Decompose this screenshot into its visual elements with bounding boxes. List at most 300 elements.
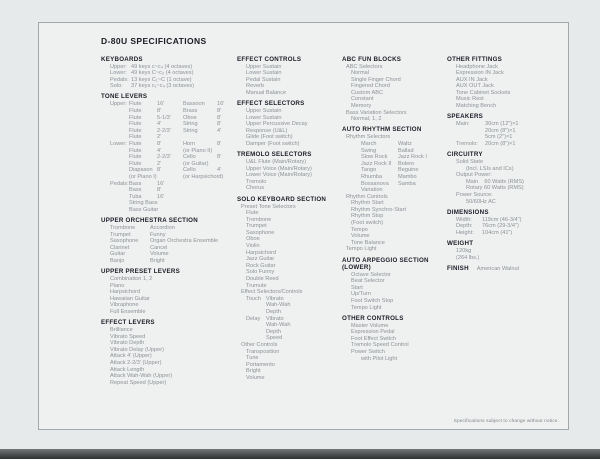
spec-line: Foot Switch Stop bbox=[351, 297, 394, 304]
spec-value: Flute bbox=[129, 101, 142, 108]
spec-value: 4' bbox=[217, 127, 222, 134]
spec-line: Trumpet bbox=[246, 223, 267, 230]
spec-section bbox=[342, 315, 445, 363]
page-title: D-80U SPECIFICATIONS bbox=[101, 36, 207, 46]
page-edge-shadow bbox=[0, 449, 600, 459]
spec-value: String bbox=[183, 127, 198, 134]
spec-label bbox=[456, 128, 485, 135]
spec-value: Flute bbox=[129, 140, 142, 147]
spec-label: Trumpet bbox=[110, 231, 131, 238]
spec-value: 16' bbox=[217, 101, 225, 108]
spec-label bbox=[110, 134, 129, 141]
spec-value: Bass bbox=[129, 180, 142, 187]
spec-value bbox=[158, 200, 184, 207]
spec-label: Delay bbox=[246, 315, 261, 322]
spec-line: Jazz Guitar bbox=[246, 256, 275, 263]
spec-label: Jazz Rock II bbox=[361, 160, 392, 167]
section-inline-value: American Walnut bbox=[476, 265, 520, 272]
spec-value: 2-2/3' bbox=[157, 154, 171, 161]
spec-line: Tremolo bbox=[246, 178, 267, 185]
spec-line: Bass Variation Selectors bbox=[346, 109, 407, 116]
spec-value: Waltz bbox=[398, 140, 412, 147]
spec-label: Width: bbox=[456, 216, 472, 223]
spec-label bbox=[110, 174, 129, 181]
spec-line: Flute bbox=[246, 210, 259, 217]
spec-label: March bbox=[361, 140, 377, 147]
spec-value: Funny bbox=[150, 231, 166, 238]
section-heading: CIRCUITRY bbox=[447, 151, 483, 159]
spec-pair-row bbox=[101, 70, 237, 77]
section-heading: SPEAKERS bbox=[447, 113, 484, 121]
spec-value bbox=[217, 161, 237, 168]
section-heading: UPPER PRESET LEVERS bbox=[101, 268, 181, 276]
spec-lever-row bbox=[101, 187, 237, 194]
spec-line: Upper Sustain bbox=[246, 63, 282, 70]
spec-line: Up/Turn bbox=[351, 291, 371, 298]
spec-lever-row bbox=[101, 174, 237, 181]
spec-lever-row bbox=[101, 101, 237, 108]
spec-line: Attack Length bbox=[110, 366, 145, 373]
spec-line: (Incl. LSIs and ICs) bbox=[466, 165, 514, 172]
spec-line: Tone Balance bbox=[351, 239, 385, 246]
spec-value: 104cm (41") bbox=[482, 229, 513, 236]
spec-pair-row bbox=[447, 134, 565, 141]
spec-pair-row bbox=[101, 258, 237, 265]
spec-line: U&L Flute (Main/Rotary) bbox=[246, 159, 307, 166]
spec-column-4 bbox=[447, 52, 565, 274]
spec-value bbox=[184, 200, 218, 207]
spec-value bbox=[217, 187, 237, 194]
spec-line: Combination 1, 2 bbox=[110, 276, 153, 283]
spec-lever-row bbox=[101, 194, 237, 201]
spec-line: Saxophone bbox=[246, 229, 275, 236]
spec-line: Output Power: bbox=[456, 172, 492, 179]
spec-label: Bossanova bbox=[361, 180, 389, 187]
spec-value: String bbox=[183, 121, 198, 128]
spec-line: Octave Selector bbox=[351, 271, 391, 278]
spec-section bbox=[447, 56, 565, 110]
spec-pair-row bbox=[101, 83, 237, 90]
spec-value: Wah-Wah bbox=[266, 302, 291, 309]
spec-lever-row bbox=[101, 181, 237, 188]
spec-value: 8' bbox=[217, 121, 222, 128]
spec-value bbox=[218, 200, 237, 207]
section-heading: DIMENSIONS bbox=[447, 208, 489, 216]
spec-value bbox=[183, 187, 217, 194]
spec-value: Volume bbox=[150, 251, 169, 258]
spec-pair-row bbox=[342, 148, 445, 155]
spec-value: Cello bbox=[183, 167, 196, 174]
spec-value: (or Piano II) bbox=[183, 147, 213, 154]
spec-line: Power Source: bbox=[456, 192, 493, 198]
spec-value: Flute bbox=[129, 134, 142, 141]
spec-value: 4' bbox=[157, 121, 162, 128]
section-heading: UPPER ORCHESTRA SECTION bbox=[101, 216, 198, 224]
spec-value: Flute bbox=[129, 121, 142, 128]
spec-label bbox=[110, 154, 129, 161]
spec-pair-row bbox=[101, 245, 237, 252]
spec-line: Volume bbox=[351, 233, 370, 240]
spec-line: Rock Guitar bbox=[246, 262, 276, 269]
spec-line: Other Controls bbox=[241, 341, 278, 348]
spec-value: Speed bbox=[266, 335, 283, 342]
spec-line: Custom ABC bbox=[351, 89, 384, 96]
spec-label: Rhumba bbox=[361, 173, 383, 180]
spec-pair-row bbox=[237, 309, 340, 316]
spec-value: Flute bbox=[129, 147, 142, 154]
spec-value bbox=[158, 207, 184, 214]
spec-section bbox=[342, 126, 445, 253]
spec-pair-row bbox=[447, 230, 565, 237]
spec-value: 2' bbox=[157, 160, 162, 167]
spec-line: Rhythm Stop bbox=[351, 213, 384, 220]
spec-pair-row bbox=[342, 167, 445, 174]
spec-line: Harpsichord bbox=[110, 289, 141, 296]
spec-value: Flute bbox=[129, 160, 142, 167]
spec-line: Vibrato Depth bbox=[110, 340, 145, 347]
spec-pair-row bbox=[342, 187, 445, 194]
spec-value bbox=[217, 194, 237, 201]
spec-pair-row bbox=[342, 181, 445, 188]
spec-line: Attack 2-2/3' (Upper) bbox=[110, 360, 162, 367]
spec-label: Height: bbox=[456, 229, 474, 236]
spec-value: Ballad bbox=[398, 147, 414, 154]
spec-pair-row bbox=[447, 141, 565, 148]
spec-value: Depth bbox=[266, 309, 281, 315]
spec-pair-row bbox=[237, 302, 340, 309]
spec-pair-row bbox=[101, 232, 237, 239]
spec-pair-row bbox=[342, 154, 445, 161]
spec-line: Attack 4' (Upper) bbox=[110, 353, 152, 360]
spec-column-1 bbox=[101, 52, 237, 386]
spec-value: 2-2/3' bbox=[157, 127, 171, 134]
spec-label: Swing bbox=[361, 147, 377, 154]
spec-section bbox=[447, 265, 565, 273]
spec-value: Beguine bbox=[398, 167, 419, 174]
spec-value: Depth bbox=[266, 328, 281, 335]
spec-line: Manual Balance bbox=[246, 89, 287, 96]
spec-line: Rhythm Selectors bbox=[346, 134, 391, 141]
spec-line: Beat Selector bbox=[351, 278, 385, 285]
spec-section bbox=[447, 209, 565, 237]
spec-pair-row bbox=[101, 225, 237, 232]
spec-section bbox=[237, 151, 340, 192]
spec-label bbox=[246, 309, 266, 316]
spec-value: 16' bbox=[157, 193, 165, 200]
spec-line: Vibrato Speed bbox=[110, 333, 146, 340]
spec-lever-row bbox=[101, 154, 237, 161]
spec-line: Main 60 Watts (RMS) bbox=[466, 178, 524, 185]
spec-value: Mambo bbox=[398, 173, 417, 180]
spec-line: Bright bbox=[246, 368, 261, 375]
spec-line: Constant bbox=[351, 96, 374, 103]
spec-label bbox=[246, 329, 266, 336]
spec-value: 4' bbox=[157, 147, 162, 154]
spec-line: Lower Sustain bbox=[246, 114, 282, 121]
spec-value: Oboe bbox=[183, 114, 197, 121]
spec-line: Repeat Speed (Upper) bbox=[110, 379, 167, 386]
spec-label: Lower: bbox=[110, 140, 127, 147]
spec-label bbox=[110, 207, 129, 214]
spec-value bbox=[217, 148, 237, 155]
spec-value: 8' bbox=[217, 140, 222, 147]
spec-line: Portamento bbox=[246, 361, 275, 368]
spec-value: Bass bbox=[129, 187, 142, 194]
spec-lever-row bbox=[101, 148, 237, 155]
spec-label: Pedals: bbox=[110, 76, 129, 83]
spec-label bbox=[110, 167, 129, 174]
spec-section bbox=[101, 319, 237, 386]
spec-line: ABC Selectors bbox=[346, 63, 383, 70]
spec-line: Violin bbox=[246, 243, 260, 250]
spec-label bbox=[246, 322, 266, 329]
spec-label: Tango bbox=[361, 167, 377, 174]
spec-pair-row bbox=[101, 251, 237, 258]
section-heading: EFFECT LEVERS bbox=[101, 319, 155, 327]
spec-line: Tune bbox=[246, 355, 259, 362]
spec-line: Volume bbox=[246, 374, 265, 381]
spec-value: Flute bbox=[129, 127, 142, 134]
spec-sheet-card bbox=[38, 22, 569, 430]
spec-lever-row bbox=[101, 121, 237, 128]
spec-pair-row bbox=[342, 174, 445, 181]
spec-section bbox=[101, 268, 237, 316]
spec-label bbox=[110, 200, 129, 207]
spec-value bbox=[183, 181, 217, 188]
spec-line: Hawaiian Guitar bbox=[110, 295, 150, 302]
spec-line: Fingered Chord bbox=[351, 83, 390, 90]
spec-lever-row bbox=[101, 207, 237, 214]
section-heading: AUTO ARPEGGIO SECTION (LOWER) bbox=[342, 256, 429, 271]
spec-lever-row bbox=[101, 128, 237, 135]
spec-line: Vibrato Delay (Upper) bbox=[110, 346, 164, 353]
spec-line: Attack Wah-Wah (Upper) bbox=[110, 373, 173, 380]
spec-line: Brilliance bbox=[110, 327, 133, 334]
spec-label: Saxophone bbox=[110, 238, 139, 245]
spec-line: Tempo Light bbox=[346, 246, 377, 253]
spec-value: 8' bbox=[157, 140, 162, 147]
spec-value: 4' bbox=[217, 167, 222, 174]
spec-value: Cello bbox=[183, 154, 196, 161]
spec-line: Solid State bbox=[456, 159, 484, 166]
spec-line: Tempo bbox=[351, 226, 368, 233]
section-heading: EFFECT CONTROLS bbox=[237, 55, 302, 63]
spec-line: Rotary 60 Watts (RMS) bbox=[466, 185, 524, 192]
spec-label bbox=[110, 121, 129, 128]
spec-label bbox=[456, 134, 485, 141]
spec-section bbox=[342, 56, 445, 123]
spec-value: Flute bbox=[129, 114, 142, 121]
spec-label bbox=[246, 302, 266, 309]
spec-line: Response (U&L) bbox=[246, 127, 288, 134]
spec-line: Music Rest bbox=[456, 96, 484, 103]
spec-line: Harpsichord bbox=[246, 249, 277, 256]
spec-line: Memory bbox=[351, 103, 372, 110]
spec-value: 8' bbox=[157, 107, 162, 114]
spec-section bbox=[237, 56, 340, 97]
spec-value: Diapason bbox=[129, 167, 153, 174]
spec-section bbox=[447, 240, 565, 261]
spec-value: 13 keys C₁~C (1 octave) bbox=[131, 76, 192, 83]
spec-value: 20cm (8")×1 bbox=[485, 140, 516, 147]
spec-line: Pedal Sustain bbox=[246, 76, 281, 83]
section-heading: EFFECT SELECTORS bbox=[237, 99, 305, 107]
spec-lever-row bbox=[101, 141, 237, 148]
spec-value: Flute bbox=[129, 107, 142, 114]
spec-lever-row bbox=[101, 200, 237, 207]
spec-label: Slow Rock bbox=[361, 154, 388, 161]
spec-line: Full Ensemble bbox=[110, 309, 146, 315]
spec-line: Rhythm Controls bbox=[346, 193, 388, 200]
spec-label bbox=[110, 148, 129, 155]
spec-section bbox=[447, 113, 565, 147]
spec-label bbox=[110, 161, 129, 168]
spec-pair-row bbox=[342, 161, 445, 168]
spec-line: Damper (Foot switch) bbox=[246, 140, 300, 147]
spec-label: Depth: bbox=[456, 223, 473, 230]
spec-line: Matching Bench bbox=[456, 103, 497, 110]
spec-value: 2' bbox=[157, 134, 162, 141]
section-heading: WEIGHT bbox=[447, 239, 474, 247]
spec-line: 120kg bbox=[456, 247, 472, 254]
section-heading: OTHER CONTROLS bbox=[342, 314, 404, 322]
spec-value: 16' bbox=[157, 180, 165, 187]
spec-line: Piano bbox=[110, 282, 125, 289]
spec-label: Banjo bbox=[110, 257, 125, 264]
spec-value bbox=[223, 174, 237, 181]
spec-pair-row bbox=[101, 64, 237, 71]
spec-pair-row bbox=[447, 217, 565, 224]
spec-value bbox=[217, 181, 237, 188]
spec-line: Effect Selectors/Controls bbox=[241, 289, 303, 296]
spec-line: Transposition bbox=[246, 348, 280, 355]
spec-line: Tremolo Speed Control bbox=[351, 342, 409, 349]
spec-line: Solo Funny bbox=[246, 269, 275, 276]
spec-value bbox=[184, 207, 218, 214]
spec-value bbox=[217, 134, 237, 141]
spec-line: Preset Tone Selectors bbox=[241, 203, 296, 210]
spec-line: Upper Voice (Main/Rotary) bbox=[246, 165, 312, 172]
spec-line: Tone Cabinet Sockets bbox=[456, 89, 511, 96]
spec-line: Normal bbox=[351, 70, 370, 77]
spec-value: 119cm (46-3/4") bbox=[482, 216, 522, 223]
spec-line: Reverb bbox=[246, 83, 265, 90]
spec-section bbox=[101, 56, 237, 90]
spec-value: Vibrato bbox=[266, 295, 284, 302]
spec-line: Vibraphone bbox=[110, 302, 139, 309]
spec-pair-row bbox=[447, 121, 565, 128]
spec-value: Samba bbox=[398, 180, 416, 187]
spec-line: Rhythm Synchro-Start bbox=[351, 206, 407, 213]
spec-pair-row bbox=[101, 77, 237, 84]
spec-value bbox=[183, 134, 217, 141]
spec-label bbox=[110, 115, 129, 122]
spec-pair-row bbox=[237, 316, 340, 323]
spec-section bbox=[237, 196, 340, 382]
spec-pair-row bbox=[237, 322, 340, 329]
spec-value: Bass Guitar bbox=[129, 206, 159, 213]
spec-label bbox=[246, 335, 266, 342]
spec-line: (Foot switch) bbox=[351, 220, 384, 227]
spec-line: Tempo Light bbox=[351, 304, 382, 311]
spec-section bbox=[101, 217, 237, 265]
spec-line: Rhythm Start bbox=[351, 200, 384, 207]
spec-value: Wah-Wah bbox=[266, 322, 291, 329]
spec-column-3 bbox=[342, 52, 445, 362]
spec-value: Horn bbox=[183, 140, 196, 147]
spec-pair-row bbox=[237, 329, 340, 336]
spec-value bbox=[183, 194, 217, 201]
spec-value: 49 keys c~c₄ (4 octaves) bbox=[131, 63, 193, 70]
section-heading-row bbox=[447, 265, 565, 273]
section-heading: ABC FUN BLOCKS bbox=[342, 55, 402, 63]
spec-section bbox=[447, 151, 565, 205]
section-heading: FINISH bbox=[447, 264, 469, 272]
section-heading: OTHER FITTINGS bbox=[447, 55, 503, 63]
spec-line: Glide (Foot switch) bbox=[246, 134, 293, 141]
spec-label: Tremolo: bbox=[456, 140, 478, 147]
spec-label: Upper: bbox=[110, 101, 127, 108]
spec-value: (or Piano I) bbox=[129, 173, 157, 180]
spec-label: Guitar bbox=[110, 251, 126, 258]
spec-line: Lower Sustain bbox=[246, 70, 282, 77]
spec-pair-row bbox=[447, 128, 565, 135]
section-heading: SOLO KEYBOARD SECTION bbox=[237, 195, 327, 203]
spec-label bbox=[110, 128, 129, 135]
spec-line: Expression IN Jack bbox=[456, 70, 504, 77]
spec-line: Upper Sustain bbox=[246, 107, 282, 114]
spec-label: Main: bbox=[456, 121, 470, 128]
spec-lever-row bbox=[101, 108, 237, 115]
spec-value: Bassoon bbox=[183, 101, 205, 108]
spec-value: 5-1/3' bbox=[157, 114, 171, 121]
spec-lever-row bbox=[101, 161, 237, 168]
spec-lever-row bbox=[101, 134, 237, 141]
spec-line: AUX OUT Jack bbox=[456, 83, 494, 90]
spec-pair-row bbox=[447, 223, 565, 230]
footnote: Specifications subject to change without notice. bbox=[453, 419, 559, 424]
spec-pair-row bbox=[237, 296, 340, 303]
spec-label: Lower: bbox=[110, 70, 127, 77]
spec-label: Pedals: bbox=[110, 180, 129, 187]
spec-line: Double Reed bbox=[246, 276, 279, 283]
section-heading: AUTO RHYTHM SECTION bbox=[342, 126, 422, 134]
spec-pair-row bbox=[237, 335, 340, 342]
spec-label: Variation bbox=[361, 187, 383, 194]
spec-section bbox=[237, 100, 340, 148]
spec-line: Power Switch bbox=[351, 348, 385, 355]
spec-value: 37 keys c₁~c₄ (3 octaves) bbox=[131, 83, 195, 90]
spec-label bbox=[110, 108, 129, 115]
spec-line: Single Finger Chord bbox=[351, 76, 401, 83]
spec-section bbox=[101, 93, 237, 213]
spec-line: Chorus bbox=[246, 185, 265, 192]
spec-label: Trombone bbox=[110, 224, 136, 231]
spec-value: String Bass bbox=[129, 200, 158, 207]
spec-line: Foot Effect Switch bbox=[351, 335, 396, 342]
section-heading: TONE LEVERS bbox=[101, 93, 148, 101]
spec-value: Jazz Rock I bbox=[398, 154, 427, 161]
spec-line: Lower Voice (Main/Rotary) bbox=[246, 172, 312, 179]
spec-label: Upper: bbox=[110, 63, 127, 70]
spec-value bbox=[157, 174, 183, 181]
spec-section bbox=[342, 257, 445, 312]
spec-value: 5cm (2")×1 bbox=[485, 134, 513, 141]
spec-value: (or Harpsichord) bbox=[183, 173, 224, 180]
spec-value: 8' bbox=[217, 154, 222, 161]
spec-value: 8' bbox=[157, 167, 162, 174]
section-heading: KEYBOARDS bbox=[101, 55, 143, 63]
